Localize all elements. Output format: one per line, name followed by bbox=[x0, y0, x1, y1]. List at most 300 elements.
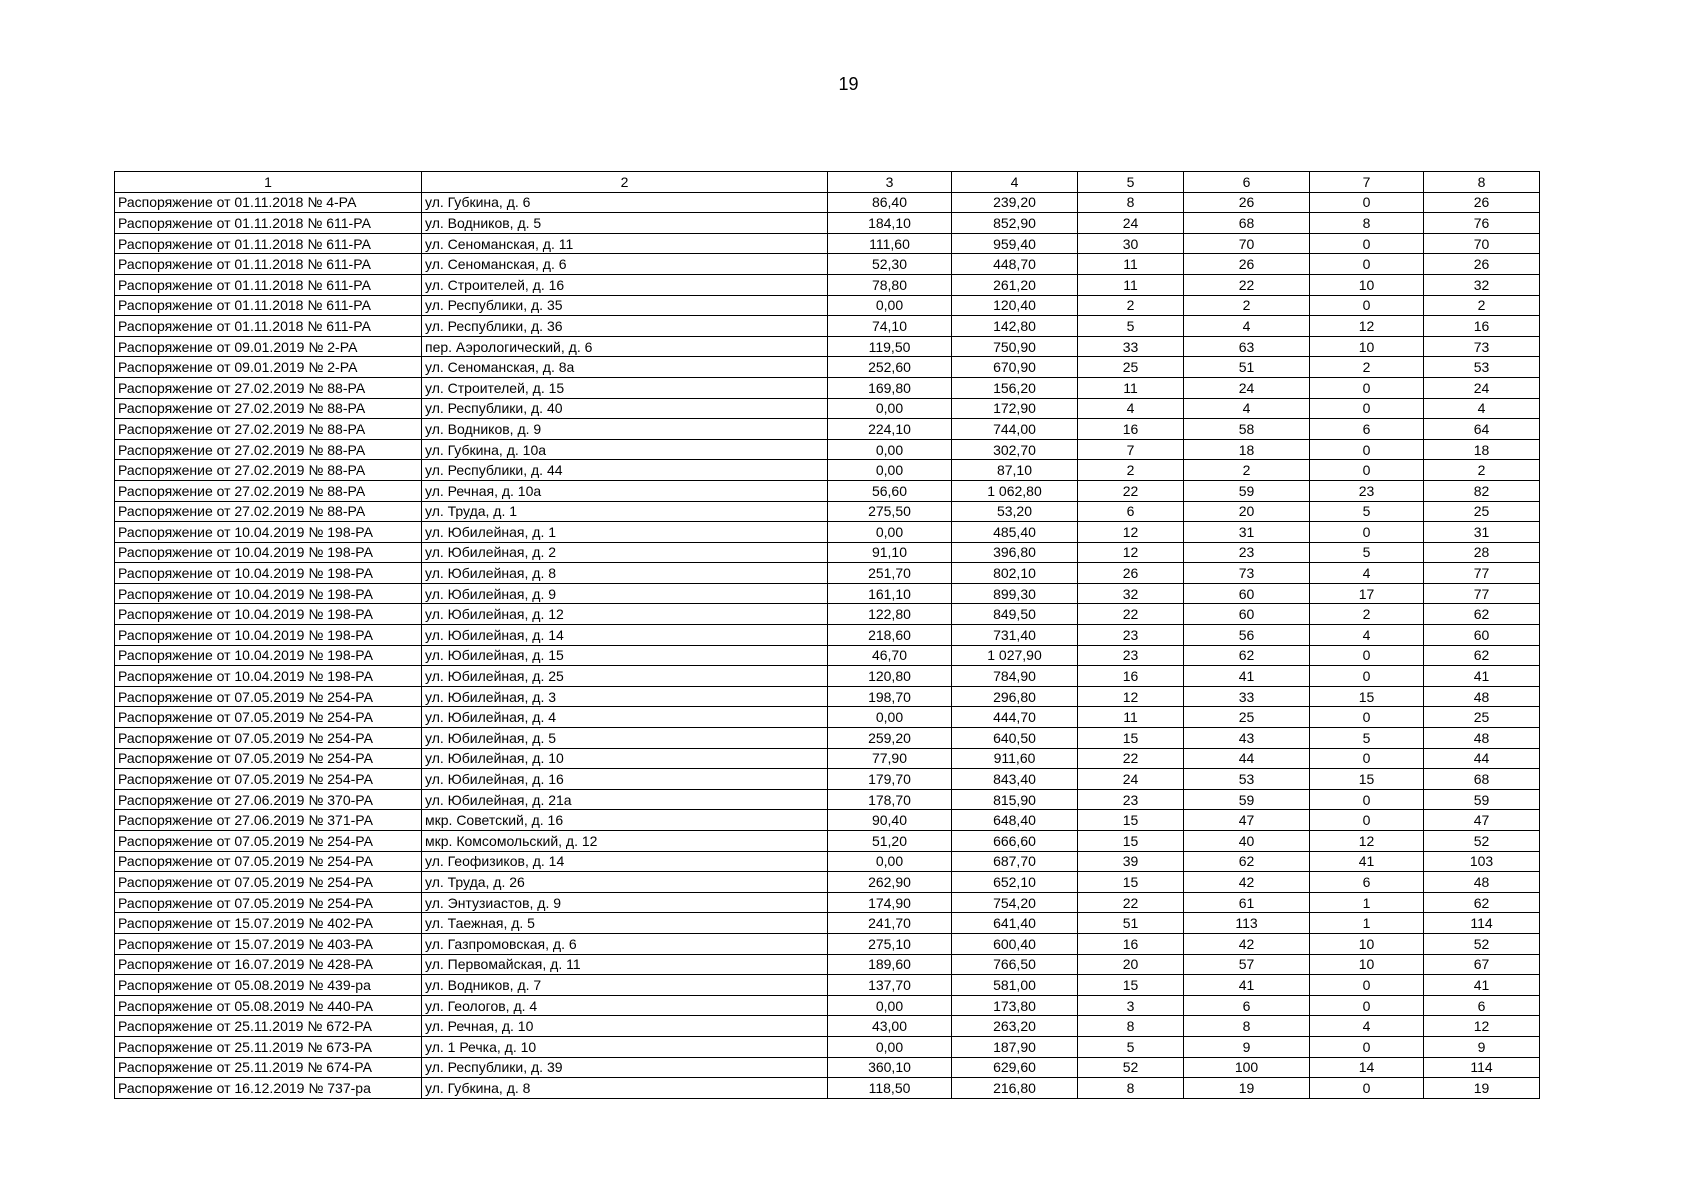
table-row bbox=[115, 254, 1540, 275]
table-row bbox=[115, 439, 1540, 460]
cell-col3: 0,00 bbox=[828, 851, 952, 872]
cell-col5: 22 bbox=[1078, 892, 1184, 913]
cell-order: Распоряжение от 27.06.2019 № 371-РА bbox=[115, 810, 422, 831]
cell-order: Распоряжение от 27.02.2019 № 88-РА bbox=[115, 480, 422, 501]
cell-col6: 41 bbox=[1184, 666, 1310, 687]
cell-col4: 87,10 bbox=[952, 460, 1078, 481]
cell-col6: 68 bbox=[1184, 213, 1310, 234]
cell-col8: 18 bbox=[1424, 439, 1540, 460]
cell-col5: 23 bbox=[1078, 789, 1184, 810]
cell-order: Распоряжение от 05.08.2019 № 439-ра bbox=[115, 975, 422, 996]
cell-col6: 58 bbox=[1184, 419, 1310, 440]
cell-col6: 26 bbox=[1184, 254, 1310, 275]
cell-col3: 74,10 bbox=[828, 316, 952, 337]
column-header-1: 1 bbox=[115, 172, 422, 193]
cell-address: ул. Губкина, д. 6 bbox=[422, 192, 828, 213]
cell-col7: 0 bbox=[1310, 192, 1424, 213]
cell-col4: 600,40 bbox=[952, 933, 1078, 954]
cell-col8: 2 bbox=[1424, 460, 1540, 481]
cell-col8: 64 bbox=[1424, 419, 1540, 440]
cell-order: Распоряжение от 15.07.2019 № 402-РА bbox=[115, 913, 422, 934]
cell-address: ул. Республики, д. 40 bbox=[422, 398, 828, 419]
cell-address: ул. Геологов, д. 4 bbox=[422, 995, 828, 1016]
cell-col8: 76 bbox=[1424, 213, 1540, 234]
cell-col8: 114 bbox=[1424, 1057, 1540, 1078]
cell-order: Распоряжение от 27.02.2019 № 88-РА bbox=[115, 419, 422, 440]
cell-col3: 161,10 bbox=[828, 583, 952, 604]
cell-col5: 24 bbox=[1078, 769, 1184, 790]
cell-col6: 62 bbox=[1184, 851, 1310, 872]
cell-order: Распоряжение от 07.05.2019 № 254-РА bbox=[115, 872, 422, 893]
cell-col5: 23 bbox=[1078, 625, 1184, 646]
cell-col4: 120,40 bbox=[952, 295, 1078, 316]
table-row bbox=[115, 1036, 1540, 1057]
cell-col7: 1 bbox=[1310, 913, 1424, 934]
cell-col3: 90,40 bbox=[828, 810, 952, 831]
cell-col5: 7 bbox=[1078, 439, 1184, 460]
cell-col8: 62 bbox=[1424, 645, 1540, 666]
cell-col3: 251,70 bbox=[828, 563, 952, 584]
cell-address: ул. Республики, д. 44 bbox=[422, 460, 828, 481]
cell-col8: 4 bbox=[1424, 398, 1540, 419]
cell-address: ул. Губкина, д. 10а bbox=[422, 439, 828, 460]
cell-col8: 48 bbox=[1424, 686, 1540, 707]
cell-col5: 52 bbox=[1078, 1057, 1184, 1078]
cell-col5: 2 bbox=[1078, 460, 1184, 481]
cell-col7: 6 bbox=[1310, 872, 1424, 893]
cell-address: ул. Юбилейная, д. 25 bbox=[422, 666, 828, 687]
cell-order: Распоряжение от 07.05.2019 № 254-РА bbox=[115, 686, 422, 707]
cell-address: ул. Газпромовская, д. 6 bbox=[422, 933, 828, 954]
cell-col6: 4 bbox=[1184, 398, 1310, 419]
cell-col5: 23 bbox=[1078, 645, 1184, 666]
page-number: 19 bbox=[838, 74, 859, 94]
cell-col5: 26 bbox=[1078, 563, 1184, 584]
table-row bbox=[115, 748, 1540, 769]
cell-address: ул. Республики, д. 35 bbox=[422, 295, 828, 316]
cell-col3: 0,00 bbox=[828, 295, 952, 316]
cell-order: Распоряжение от 07.05.2019 № 254-РА bbox=[115, 748, 422, 769]
cell-col8: 26 bbox=[1424, 192, 1540, 213]
cell-address: ул. Юбилейная, д. 3 bbox=[422, 686, 828, 707]
cell-address: ул. Юбилейная, д. 21а bbox=[422, 789, 828, 810]
table-row bbox=[115, 995, 1540, 1016]
cell-col3: 0,00 bbox=[828, 439, 952, 460]
cell-order: Распоряжение от 01.11.2018 № 611-РА bbox=[115, 254, 422, 275]
cell-col5: 16 bbox=[1078, 419, 1184, 440]
cell-col7: 2 bbox=[1310, 604, 1424, 625]
cell-col3: 77,90 bbox=[828, 748, 952, 769]
cell-col4: 263,20 bbox=[952, 1016, 1078, 1037]
cell-col6: 53 bbox=[1184, 769, 1310, 790]
table-row bbox=[115, 666, 1540, 687]
cell-col5: 8 bbox=[1078, 1078, 1184, 1099]
cell-col7: 10 bbox=[1310, 933, 1424, 954]
table-row bbox=[115, 686, 1540, 707]
cell-col3: 224,10 bbox=[828, 419, 952, 440]
cell-col3: 51,20 bbox=[828, 831, 952, 852]
cell-address: ул. Строителей, д. 15 bbox=[422, 377, 828, 398]
cell-col8: 26 bbox=[1424, 254, 1540, 275]
cell-col6: 42 bbox=[1184, 933, 1310, 954]
table-row bbox=[115, 1016, 1540, 1037]
cell-col4: 53,20 bbox=[952, 501, 1078, 522]
cell-col8: 70 bbox=[1424, 233, 1540, 254]
cell-col4: 142,80 bbox=[952, 316, 1078, 337]
cell-order: Распоряжение от 10.04.2019 № 198-РА bbox=[115, 604, 422, 625]
cell-col8: 114 bbox=[1424, 913, 1540, 934]
cell-address: ул. Сеноманская, д. 8а bbox=[422, 357, 828, 378]
cell-order: Распоряжение от 10.04.2019 № 198-РА bbox=[115, 583, 422, 604]
cell-col8: 52 bbox=[1424, 933, 1540, 954]
cell-col4: 187,90 bbox=[952, 1036, 1078, 1057]
column-header-6: 6 bbox=[1184, 172, 1310, 193]
cell-address: ул. Республики, д. 36 bbox=[422, 316, 828, 337]
cell-col7: 0 bbox=[1310, 377, 1424, 398]
cell-address: ул. 1 Речка, д. 10 bbox=[422, 1036, 828, 1057]
cell-col6: 33 bbox=[1184, 686, 1310, 707]
cell-col4: 239,20 bbox=[952, 192, 1078, 213]
cell-col8: 9 bbox=[1424, 1036, 1540, 1057]
cell-col3: 91,10 bbox=[828, 542, 952, 563]
cell-col8: 24 bbox=[1424, 377, 1540, 398]
cell-col6: 56 bbox=[1184, 625, 1310, 646]
table-row bbox=[115, 810, 1540, 831]
table-row bbox=[115, 707, 1540, 728]
cell-col6: 41 bbox=[1184, 975, 1310, 996]
cell-col3: 241,70 bbox=[828, 913, 952, 934]
cell-col7: 0 bbox=[1310, 789, 1424, 810]
cell-address: мкр. Комсомольский, д. 12 bbox=[422, 831, 828, 852]
cell-col7: 0 bbox=[1310, 254, 1424, 275]
cell-col8: 41 bbox=[1424, 975, 1540, 996]
cell-col3: 179,70 bbox=[828, 769, 952, 790]
cell-address: ул. Речная, д. 10 bbox=[422, 1016, 828, 1037]
cell-col8: 73 bbox=[1424, 336, 1540, 357]
cell-col7: 0 bbox=[1310, 975, 1424, 996]
cell-order: Распоряжение от 25.11.2019 № 674-РА bbox=[115, 1057, 422, 1078]
cell-order: Распоряжение от 10.04.2019 № 198-РА bbox=[115, 666, 422, 687]
cell-col7: 0 bbox=[1310, 460, 1424, 481]
cell-col4: 784,90 bbox=[952, 666, 1078, 687]
cell-col7: 10 bbox=[1310, 336, 1424, 357]
cell-order: Распоряжение от 10.04.2019 № 198-РА bbox=[115, 563, 422, 584]
cell-address: ул. Водников, д. 5 bbox=[422, 213, 828, 234]
cell-col3: 0,00 bbox=[828, 707, 952, 728]
cell-col8: 2 bbox=[1424, 295, 1540, 316]
cell-order: Распоряжение от 01.11.2018 № 4-РА bbox=[115, 192, 422, 213]
cell-col7: 1 bbox=[1310, 892, 1424, 913]
cell-col7: 5 bbox=[1310, 501, 1424, 522]
cell-order: Распоряжение от 16.12.2019 № 737-ра bbox=[115, 1078, 422, 1099]
cell-order: Распоряжение от 07.05.2019 № 254-РА bbox=[115, 707, 422, 728]
cell-col6: 6 bbox=[1184, 995, 1310, 1016]
cell-col8: 48 bbox=[1424, 872, 1540, 893]
cell-col6: 44 bbox=[1184, 748, 1310, 769]
cell-order: Распоряжение от 27.02.2019 № 88-РА bbox=[115, 460, 422, 481]
cell-col5: 33 bbox=[1078, 336, 1184, 357]
cell-col8: 67 bbox=[1424, 954, 1540, 975]
cell-order: Распоряжение от 01.11.2018 № 611-РА bbox=[115, 213, 422, 234]
cell-col8: 19 bbox=[1424, 1078, 1540, 1099]
cell-col6: 2 bbox=[1184, 295, 1310, 316]
cell-col7: 17 bbox=[1310, 583, 1424, 604]
cell-col5: 4 bbox=[1078, 398, 1184, 419]
cell-col6: 40 bbox=[1184, 831, 1310, 852]
table-row bbox=[115, 789, 1540, 810]
cell-col4: 687,70 bbox=[952, 851, 1078, 872]
cell-col3: 0,00 bbox=[828, 460, 952, 481]
cell-col8: 59 bbox=[1424, 789, 1540, 810]
cell-col5: 2 bbox=[1078, 295, 1184, 316]
cell-address: ул. Водников, д. 7 bbox=[422, 975, 828, 996]
column-header-5: 5 bbox=[1078, 172, 1184, 193]
cell-col5: 22 bbox=[1078, 604, 1184, 625]
cell-col4: 802,10 bbox=[952, 563, 1078, 584]
cell-col4: 1 062,80 bbox=[952, 480, 1078, 501]
cell-col7: 4 bbox=[1310, 563, 1424, 584]
cell-col8: 52 bbox=[1424, 831, 1540, 852]
cell-col7: 15 bbox=[1310, 769, 1424, 790]
cell-col8: 25 bbox=[1424, 501, 1540, 522]
table-row bbox=[115, 872, 1540, 893]
cell-col8: 62 bbox=[1424, 604, 1540, 625]
cell-col3: 275,10 bbox=[828, 933, 952, 954]
table-row bbox=[115, 1078, 1540, 1099]
cell-col8: 28 bbox=[1424, 542, 1540, 563]
cell-order: Распоряжение от 10.04.2019 № 198-РА bbox=[115, 625, 422, 646]
cell-address: ул. Сеноманская, д. 11 bbox=[422, 233, 828, 254]
cell-col5: 20 bbox=[1078, 954, 1184, 975]
cell-col6: 42 bbox=[1184, 872, 1310, 893]
cell-col7: 0 bbox=[1310, 666, 1424, 687]
cell-order: Распоряжение от 01.11.2018 № 611-РА bbox=[115, 274, 422, 295]
cell-col7: 0 bbox=[1310, 398, 1424, 419]
cell-col8: 60 bbox=[1424, 625, 1540, 646]
column-header-7: 7 bbox=[1310, 172, 1424, 193]
cell-col6: 113 bbox=[1184, 913, 1310, 934]
cell-col7: 6 bbox=[1310, 419, 1424, 440]
cell-col3: 275,50 bbox=[828, 501, 952, 522]
cell-order: Распоряжение от 27.02.2019 № 88-РА bbox=[115, 377, 422, 398]
table-row bbox=[115, 213, 1540, 234]
data-table bbox=[114, 171, 1540, 1099]
cell-col3: 56,60 bbox=[828, 480, 952, 501]
cell-col8: 47 bbox=[1424, 810, 1540, 831]
cell-col3: 78,80 bbox=[828, 274, 952, 295]
cell-col6: 60 bbox=[1184, 583, 1310, 604]
cell-col5: 15 bbox=[1078, 810, 1184, 831]
cell-col7: 5 bbox=[1310, 728, 1424, 749]
cell-col6: 19 bbox=[1184, 1078, 1310, 1099]
cell-col3: 169,80 bbox=[828, 377, 952, 398]
cell-col6: 22 bbox=[1184, 274, 1310, 295]
table-row bbox=[115, 625, 1540, 646]
cell-col7: 4 bbox=[1310, 625, 1424, 646]
cell-col3: 0,00 bbox=[828, 1036, 952, 1057]
cell-col4: 396,80 bbox=[952, 542, 1078, 563]
table-row bbox=[115, 419, 1540, 440]
cell-col7: 0 bbox=[1310, 233, 1424, 254]
cell-order: Распоряжение от 10.04.2019 № 198-РА bbox=[115, 542, 422, 563]
cell-col6: 59 bbox=[1184, 789, 1310, 810]
cell-col4: 959,40 bbox=[952, 233, 1078, 254]
cell-order: Распоряжение от 15.07.2019 № 403-РА bbox=[115, 933, 422, 954]
cell-col4: 754,20 bbox=[952, 892, 1078, 913]
cell-col7: 8 bbox=[1310, 213, 1424, 234]
cell-col3: 0,00 bbox=[828, 995, 952, 1016]
cell-col4: 670,90 bbox=[952, 357, 1078, 378]
cell-col3: 189,60 bbox=[828, 954, 952, 975]
cell-col7: 14 bbox=[1310, 1057, 1424, 1078]
cell-col3: 0,00 bbox=[828, 398, 952, 419]
cell-col5: 15 bbox=[1078, 728, 1184, 749]
cell-order: Распоряжение от 07.05.2019 № 254-РА bbox=[115, 831, 422, 852]
cell-col4: 911,60 bbox=[952, 748, 1078, 769]
cell-col7: 0 bbox=[1310, 645, 1424, 666]
cell-order: Распоряжение от 09.01.2019 № 2-РА bbox=[115, 357, 422, 378]
cell-col8: 68 bbox=[1424, 769, 1540, 790]
cell-col7: 23 bbox=[1310, 480, 1424, 501]
cell-col4: 172,90 bbox=[952, 398, 1078, 419]
table-row bbox=[115, 233, 1540, 254]
cell-col5: 16 bbox=[1078, 666, 1184, 687]
cell-col7: 10 bbox=[1310, 274, 1424, 295]
cell-col3: 198,70 bbox=[828, 686, 952, 707]
cell-col6: 73 bbox=[1184, 563, 1310, 584]
cell-order: Распоряжение от 25.11.2019 № 672-РА bbox=[115, 1016, 422, 1037]
cell-col6: 57 bbox=[1184, 954, 1310, 975]
table-row bbox=[115, 645, 1540, 666]
cell-col4: 216,80 bbox=[952, 1078, 1078, 1099]
cell-col5: 11 bbox=[1078, 274, 1184, 295]
table-row bbox=[115, 192, 1540, 213]
cell-col8: 6 bbox=[1424, 995, 1540, 1016]
cell-address: ул. Юбилейная, д. 9 bbox=[422, 583, 828, 604]
cell-order: Распоряжение от 10.04.2019 № 198-РА bbox=[115, 522, 422, 543]
cell-order: Распоряжение от 01.11.2018 № 611-РА bbox=[115, 233, 422, 254]
cell-col6: 20 bbox=[1184, 501, 1310, 522]
table-row bbox=[115, 933, 1540, 954]
cell-col4: 899,30 bbox=[952, 583, 1078, 604]
table-row bbox=[115, 892, 1540, 913]
cell-address: пер. Аэрологический, д. 6 bbox=[422, 336, 828, 357]
cell-col5: 24 bbox=[1078, 213, 1184, 234]
cell-col7: 5 bbox=[1310, 542, 1424, 563]
table-row bbox=[115, 769, 1540, 790]
cell-order: Распоряжение от 09.01.2019 № 2-РА bbox=[115, 336, 422, 357]
cell-col5: 22 bbox=[1078, 748, 1184, 769]
cell-col7: 10 bbox=[1310, 954, 1424, 975]
cell-col5: 6 bbox=[1078, 501, 1184, 522]
cell-col3: 252,60 bbox=[828, 357, 952, 378]
table-row bbox=[115, 831, 1540, 852]
cell-col4: 849,50 bbox=[952, 604, 1078, 625]
cell-col7: 15 bbox=[1310, 686, 1424, 707]
cell-order: Распоряжение от 27.02.2019 № 88-РА bbox=[115, 398, 422, 419]
cell-col5: 39 bbox=[1078, 851, 1184, 872]
table-row bbox=[115, 1057, 1540, 1078]
cell-col8: 41 bbox=[1424, 666, 1540, 687]
cell-address: ул. Юбилейная, д. 4 bbox=[422, 707, 828, 728]
cell-col4: 744,00 bbox=[952, 419, 1078, 440]
cell-address: ул. Юбилейная, д. 16 bbox=[422, 769, 828, 790]
cell-col4: 666,60 bbox=[952, 831, 1078, 852]
table-row bbox=[115, 954, 1540, 975]
cell-address: ул. Первомайская, д. 11 bbox=[422, 954, 828, 975]
cell-order: Распоряжение от 07.05.2019 № 254-РА bbox=[115, 728, 422, 749]
cell-col4: 1 027,90 bbox=[952, 645, 1078, 666]
cell-col6: 25 bbox=[1184, 707, 1310, 728]
cell-col4: 629,60 bbox=[952, 1057, 1078, 1078]
cell-address: ул. Губкина, д. 8 bbox=[422, 1078, 828, 1099]
table-row bbox=[115, 336, 1540, 357]
cell-col6: 18 bbox=[1184, 439, 1310, 460]
cell-col3: 118,50 bbox=[828, 1078, 952, 1099]
cell-col3: 86,40 bbox=[828, 192, 952, 213]
cell-col8: 44 bbox=[1424, 748, 1540, 769]
cell-col3: 122,80 bbox=[828, 604, 952, 625]
cell-col6: 26 bbox=[1184, 192, 1310, 213]
cell-address: ул. Строителей, д. 16 bbox=[422, 274, 828, 295]
cell-address: ул. Труда, д. 1 bbox=[422, 501, 828, 522]
cell-col6: 100 bbox=[1184, 1057, 1310, 1078]
cell-order: Распоряжение от 07.05.2019 № 254-РА bbox=[115, 892, 422, 913]
cell-col3: 46,70 bbox=[828, 645, 952, 666]
cell-order: Распоряжение от 01.11.2018 № 611-РА bbox=[115, 316, 422, 337]
cell-col5: 11 bbox=[1078, 254, 1184, 275]
cell-col8: 25 bbox=[1424, 707, 1540, 728]
table-row bbox=[115, 542, 1540, 563]
cell-col5: 15 bbox=[1078, 872, 1184, 893]
cell-address: ул. Речная, д. 10а bbox=[422, 480, 828, 501]
cell-col3: 119,50 bbox=[828, 336, 952, 357]
cell-col4: 485,40 bbox=[952, 522, 1078, 543]
cell-col6: 8 bbox=[1184, 1016, 1310, 1037]
cell-col4: 448,70 bbox=[952, 254, 1078, 275]
table-row bbox=[115, 522, 1540, 543]
table-row bbox=[115, 295, 1540, 316]
cell-col6: 63 bbox=[1184, 336, 1310, 357]
column-header-4: 4 bbox=[952, 172, 1078, 193]
column-header-2: 2 bbox=[422, 172, 828, 193]
cell-address: ул. Юбилейная, д. 12 bbox=[422, 604, 828, 625]
cell-col7: 12 bbox=[1310, 316, 1424, 337]
cell-address: ул. Республики, д. 39 bbox=[422, 1057, 828, 1078]
cell-col6: 70 bbox=[1184, 233, 1310, 254]
cell-col5: 32 bbox=[1078, 583, 1184, 604]
table-row bbox=[115, 913, 1540, 934]
cell-col8: 16 bbox=[1424, 316, 1540, 337]
cell-address: мкр. Советский, д. 16 bbox=[422, 810, 828, 831]
cell-address: ул. Сеноманская, д. 6 bbox=[422, 254, 828, 275]
cell-col5: 5 bbox=[1078, 316, 1184, 337]
table-row bbox=[115, 460, 1540, 481]
cell-col8: 62 bbox=[1424, 892, 1540, 913]
table-row bbox=[115, 316, 1540, 337]
table-row bbox=[115, 501, 1540, 522]
cell-col3: 184,10 bbox=[828, 213, 952, 234]
column-header-8: 8 bbox=[1424, 172, 1540, 193]
cell-col3: 218,60 bbox=[828, 625, 952, 646]
cell-col4: 641,40 bbox=[952, 913, 1078, 934]
cell-col6: 23 bbox=[1184, 542, 1310, 563]
cell-col8: 32 bbox=[1424, 274, 1540, 295]
cell-col7: 0 bbox=[1310, 1078, 1424, 1099]
cell-col8: 77 bbox=[1424, 563, 1540, 584]
cell-col7: 0 bbox=[1310, 439, 1424, 460]
cell-col7: 0 bbox=[1310, 295, 1424, 316]
